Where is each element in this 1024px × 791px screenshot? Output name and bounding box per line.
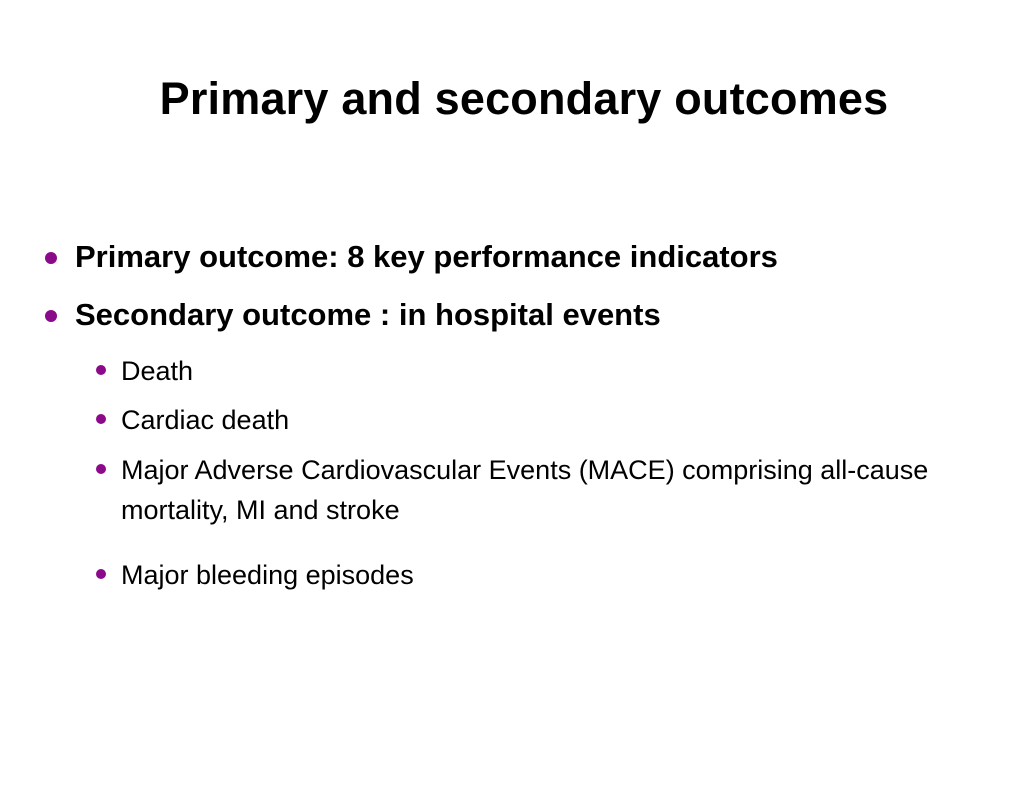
bullet-text: Death (121, 356, 194, 386)
bullet-dot-icon (45, 252, 57, 264)
bullet-text: Cardiac death (121, 405, 290, 435)
slide-title: Primary and secondary outcomes (159, 73, 889, 124)
bullet-dot-icon (96, 414, 106, 424)
bullet-text: Major Adverse Cardiovascular Events (MACE) comprising all-cause mortality, MI and stroke (121, 455, 929, 525)
bullet-dot-icon (96, 464, 106, 474)
bullet-text: Secondary outcome : in hospital events (75, 297, 661, 332)
bullet-dot-icon (96, 365, 106, 375)
bullet-dot-icon (45, 310, 57, 322)
bullet-dot-icon (96, 569, 106, 579)
bullet-text: Major bleeding episodes (121, 560, 414, 590)
bullet-text: Primary outcome: 8 key performance indicators (75, 239, 778, 274)
